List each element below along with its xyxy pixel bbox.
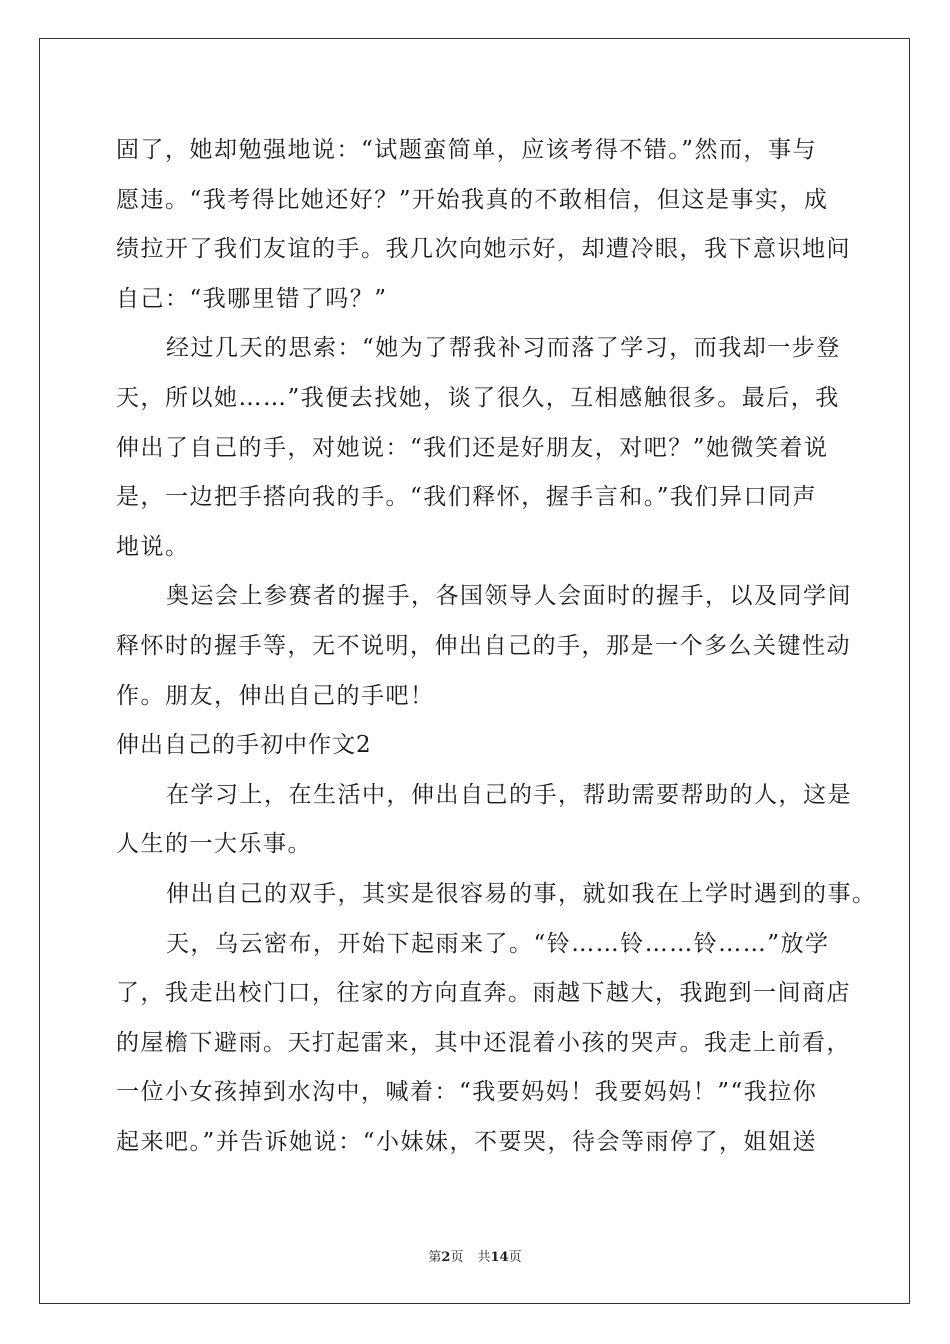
- page-number: 2: [441, 1250, 451, 1265]
- text-line-4: 自己：“我哪里错了吗？”: [116, 285, 388, 312]
- text-line-12: 作。朋友，伸出自己的手吧！: [116, 682, 435, 709]
- text-line-5: 经过几天的思索：“她为了帮我补习而落了学习，而我却一步登: [166, 335, 841, 362]
- page-footer: [0, 1246, 950, 1265]
- text-line-8: 是，一边把手搭向我的手。“我们释怀，握手言和。”我们异口同声: [116, 484, 818, 511]
- text-line-6: 天，所以她……”我便去找她，谈了很久，互相感触很多。最后，我: [116, 384, 840, 411]
- text-line-21: 起来吧。”并告诉她说：“小妹妹，不要哭，待会等雨停了，姐姐送: [116, 1128, 818, 1155]
- text-line-17: 天，乌云密布，开始下起雨来了。“铃……铃……铃……”放学: [166, 930, 830, 957]
- text-line-19: 的屋檐下避雨。天打起雷来，其中还混着小孩的哭声。我走上前看，: [116, 1029, 851, 1056]
- text-line-18: 了，我走出校门口，往家的方向直奔。雨越下越大，我跑到一间商店: [116, 980, 851, 1007]
- section-heading: 伸出自己的手初中作文2: [116, 732, 372, 759]
- document-body: [116, 126, 877, 1167]
- total-suffix: 页: [508, 1250, 522, 1265]
- text-line-16: 伸出自己的双手，其实是很容易的事，就如我在上学时遇到的事。: [166, 880, 877, 907]
- text-line-9: 地说。: [116, 533, 190, 560]
- text-line-20: 一位小女孩掉到水沟中，喊着：“我要妈妈！我要妈妈！”“我拉你: [116, 1079, 818, 1106]
- total-prefix: 共: [477, 1250, 491, 1265]
- text-line-11: 释怀时的握手等，无不说明，伸出自己的手，那是一个多么关键性动: [116, 632, 851, 659]
- page-prefix: 第: [428, 1250, 442, 1265]
- page-suffix: 页: [450, 1250, 464, 1265]
- text-line-2: 愿违。“我考得比她还好？”开始我真的不敢相信，但这是事实，成: [116, 186, 829, 213]
- total-pages: 14: [490, 1250, 509, 1265]
- text-line-7: 伸出了自己的手，对她说：“我们还是好朋友，对吧？”她微笑着说: [116, 434, 829, 461]
- text-line-1: 固了，她却勉强地说：“试题蛮简单，应该考得不错。”然而，事与: [116, 137, 818, 163]
- text-line-15: 人生的一大乐事。: [116, 831, 312, 858]
- text-line-10: 奥运会上参赛者的握手，各国领导人会面时的握手，以及同学间: [166, 583, 852, 610]
- text-line-14: 在学习上，在生活中，伸出自己的手，帮助需要帮助的人，这是: [166, 781, 852, 808]
- text-line-3: 绩拉开了我们友谊的手。我几次向她示好，却遭冷眼，我下意识地问: [116, 236, 851, 263]
